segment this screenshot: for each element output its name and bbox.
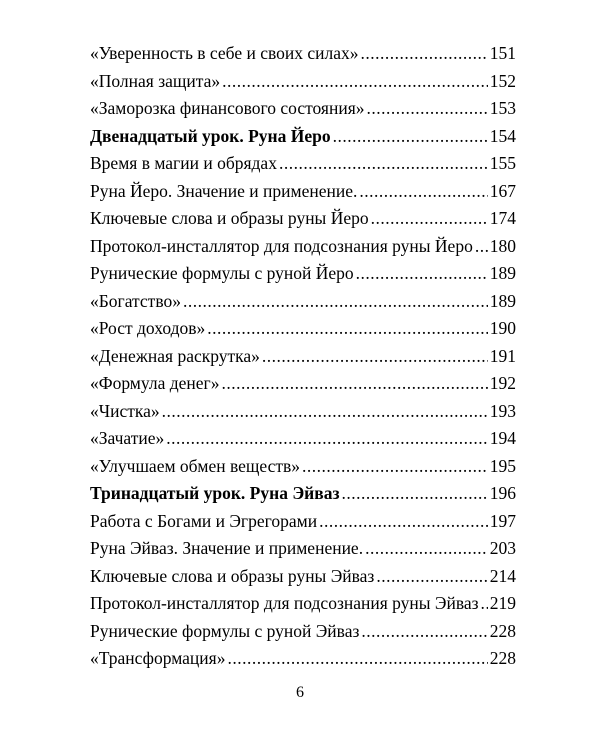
toc-entry-page-number: 214 — [489, 565, 516, 586]
dot-leader — [359, 178, 487, 206]
dot-leader — [475, 233, 488, 261]
toc-entry-title: «Денежная раскрутка» — [90, 345, 260, 366]
toc-entry-page-number: 228 — [489, 648, 516, 668]
toc-entry-page-number: 193 — [489, 400, 516, 421]
toc-entry-title: «Трансформация» — [90, 648, 226, 668]
dot-leader — [302, 453, 488, 481]
table-of-contents — [90, 40, 516, 673]
toc-entry — [90, 563, 516, 591]
dot-leader — [361, 40, 488, 68]
toc-entry — [90, 398, 516, 426]
toc-entry-title: Рунические формулы с руной Йеро — [90, 263, 354, 283]
toc-entry-title: Протокол-инсталлятор для подсознания руны Йеро — [90, 235, 473, 256]
toc-entry-title: «Улучшаем обмен веществ» — [90, 455, 301, 476]
toc-entry-title: Руна Йеро. Значение и применение. — [90, 180, 358, 201]
toc-chapter-heading — [90, 123, 516, 151]
toc-entry-title: Работа с Богами и Эгрегорами — [90, 510, 318, 531]
dot-leader — [356, 260, 488, 288]
toc-entry-page-number: 167 — [489, 180, 516, 201]
toc-entry — [90, 178, 516, 206]
toc-entry-page-number: 190 — [489, 318, 516, 338]
dot-leader — [183, 288, 488, 316]
toc-entry-page-number: 189 — [489, 263, 516, 283]
toc-entry-page-number: 189 — [489, 290, 516, 311]
dot-leader — [342, 480, 488, 508]
toc-entry — [90, 233, 516, 261]
toc-entry-title: «Богатство» — [90, 290, 181, 311]
dot-leader — [333, 123, 488, 151]
toc-entry-title: Руна Эйваз. Значение и применение. — [90, 538, 364, 558]
toc-entry — [90, 618, 516, 646]
toc-entry — [90, 453, 516, 481]
toc-entry-page-number: 194 — [489, 428, 516, 448]
dot-leader — [365, 535, 488, 563]
toc-entry — [90, 645, 516, 673]
toc-entry-page-number: 197 — [489, 510, 516, 531]
dot-leader — [279, 150, 488, 178]
toc-entry-title: Ключевые слова и образы руны Эйваз — [90, 565, 375, 586]
toc-entry-title: Протокол-инсталлятор для подсознания руны Эйваз — [90, 593, 479, 613]
toc-entry-title: «Зачатие» — [90, 428, 165, 448]
page-number: 6 — [296, 684, 304, 701]
toc-entry — [90, 288, 516, 316]
toc-entry — [90, 590, 516, 618]
toc-entry — [90, 150, 516, 178]
toc-entry-page-number: 195 — [489, 455, 516, 476]
dot-leader — [361, 618, 487, 646]
dot-leader — [376, 563, 487, 591]
dot-leader — [227, 645, 487, 673]
toc-entry-title: «Уверенность в себе и своих силах» — [90, 43, 359, 63]
dot-leader — [481, 590, 488, 618]
toc-entry — [90, 260, 516, 288]
dot-leader — [207, 315, 488, 343]
toc-entry-title: Ключевые слова и образы руны Йеро — [90, 208, 369, 228]
toc-entry — [90, 508, 516, 536]
dot-leader — [166, 425, 488, 453]
toc-entry-page-number: 228 — [489, 620, 516, 641]
toc-entry — [90, 68, 516, 96]
toc-entry-title: Рунические формулы с руной Эйваз — [90, 620, 360, 641]
toc-entry-page-number: 219 — [489, 593, 516, 613]
toc-entry-title: Двенадцатый урок. Руна Йеро — [90, 125, 331, 146]
toc-entry-page-number: 155 — [489, 153, 516, 173]
toc-entry — [90, 535, 516, 563]
toc-entry-title: «Чистка» — [90, 400, 160, 421]
dot-leader — [371, 205, 488, 233]
dot-leader — [162, 398, 488, 426]
toc-entry-title: «Заморозка финансового состояния» — [90, 98, 365, 118]
toc-entry — [90, 370, 516, 398]
toc-entry-page-number: 174 — [489, 208, 516, 228]
dot-leader — [221, 370, 487, 398]
toc-entry — [90, 205, 516, 233]
toc-entry-title: Время в магии и обрядах — [90, 153, 277, 173]
dot-leader — [262, 343, 488, 371]
toc-entry-title: «Формула денег» — [90, 373, 220, 393]
toc-entry-title: «Полная защита» — [90, 70, 221, 91]
dot-leader — [319, 508, 488, 536]
toc-entry-page-number: 203 — [489, 538, 516, 558]
toc-entry-page-number: 152 — [489, 70, 516, 91]
toc-entry — [90, 315, 516, 343]
toc-entry-page-number: 151 — [489, 43, 516, 63]
toc-entry-page-number: 153 — [489, 98, 516, 118]
toc-chapter-heading — [90, 480, 516, 508]
dot-leader — [367, 95, 488, 123]
toc-entry — [90, 95, 516, 123]
dot-leader — [222, 68, 488, 96]
toc-entry-title: Тринадцатый урок. Руна Эйваз — [90, 483, 340, 503]
toc-entry-page-number: 192 — [489, 373, 516, 393]
toc-entry-title: «Рост доходов» — [90, 318, 206, 338]
toc-entry — [90, 343, 516, 371]
toc-entry-page-number: 154 — [489, 125, 516, 146]
toc-entry — [90, 40, 516, 68]
toc-entry — [90, 425, 516, 453]
toc-entry-page-number: 180 — [489, 235, 516, 256]
toc-entry-page-number: 196 — [489, 483, 516, 503]
toc-entry-page-number: 191 — [489, 345, 516, 366]
